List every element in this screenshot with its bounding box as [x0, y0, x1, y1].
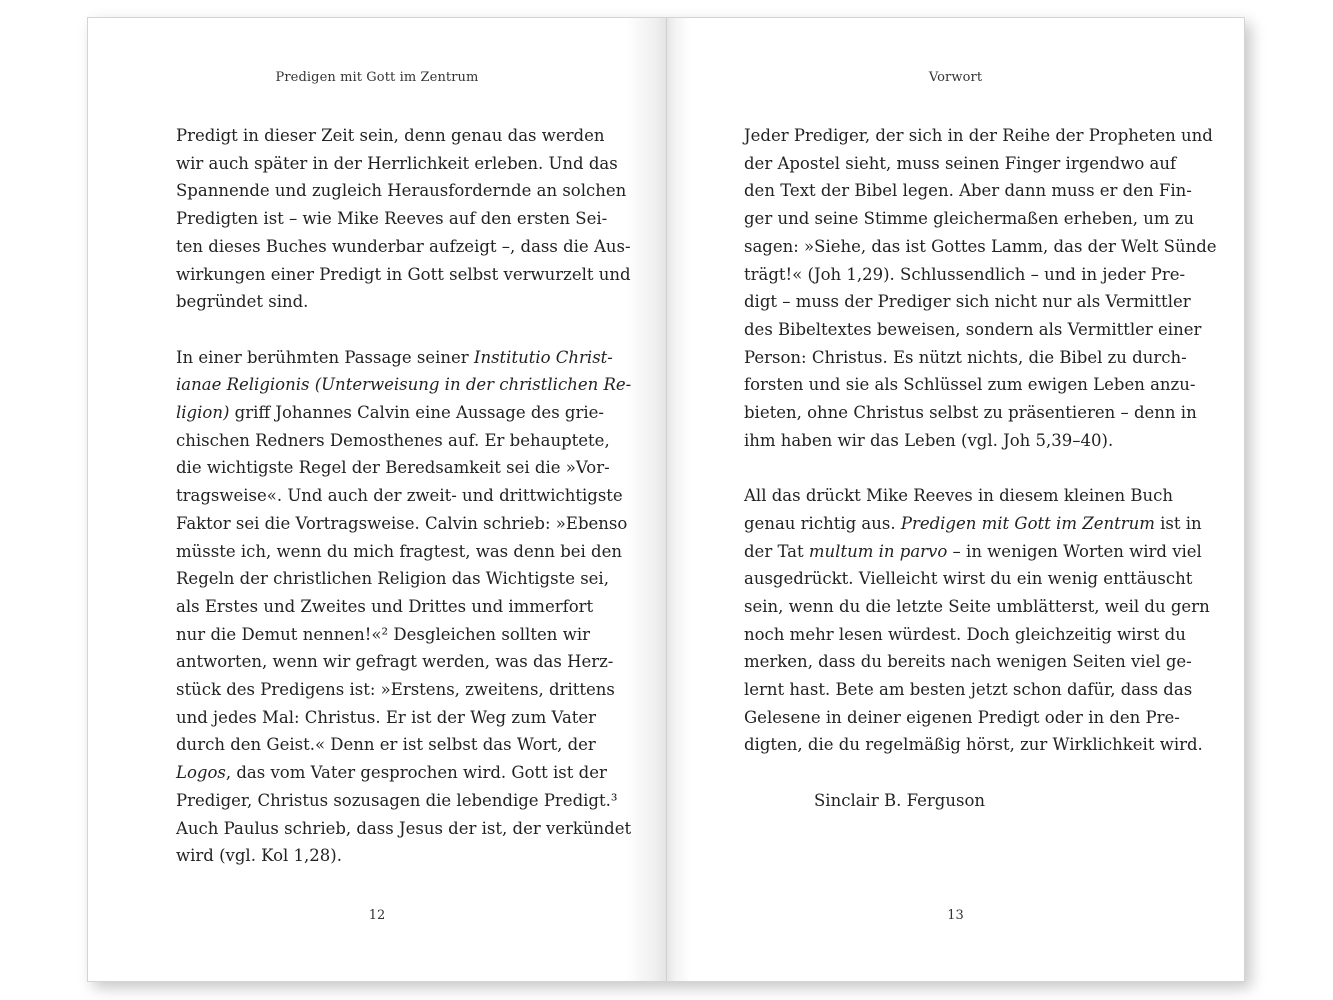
text-line: den Text der Bibel legen. Aber dann muss er den Fin- [744, 181, 1192, 201]
text-line: wird (vgl. Kol 1,28). [176, 846, 342, 866]
text-line: Prediger, Christus sozusagen die lebendige Predigt.³ [176, 790, 618, 810]
page-number-left: 12 [368, 908, 386, 923]
text-line [176, 759, 607, 787]
right-paragraph-1 [744, 122, 1217, 454]
text-line [176, 399, 604, 427]
text-line: Predigten ist – wie Mike Reeves auf den ersten Sei- [176, 209, 608, 229]
page-number-right: 13 [947, 908, 964, 923]
text-run: In einer berühmten Passage seiner [176, 347, 474, 367]
text-run: griff Johannes Calvin eine Aussage des grie- [229, 403, 604, 423]
text-line: ten dieses Buches wunderbar aufzeigt –, dass die Aus- [176, 236, 631, 256]
text-line: wirkungen einer Predigt in Gott selbst verwurzelt und [176, 264, 631, 284]
text-run: ist in [1154, 513, 1202, 533]
text-line: des Bibeltextes beweisen, sondern als Vermittler einer [744, 319, 1202, 339]
text-line: forsten und sie als Schlüssel zum ewigen Leben anzu- [744, 375, 1196, 395]
left-paragraph-2 [176, 344, 632, 870]
book-spread [87, 17, 1245, 982]
text-line [744, 510, 1202, 538]
text-run: genau richtig aus. [744, 513, 901, 533]
text-line: lernt hast. Bete am besten jetzt schon dafür, dass das [744, 680, 1193, 700]
text-line: merken, dass du bereits nach wenigen Seiten viel ge- [744, 652, 1192, 672]
text-line: trägt!« (Joh 1,29). Schlussendlich – und in jeder Pre- [744, 264, 1186, 284]
text-line: Faktor sei die Vortragsweise. Calvin schrieb: »Ebenso [176, 513, 628, 533]
left-body-text [176, 122, 632, 898]
text-line: durch den Geist.« Denn er ist selbst das Wort, der [176, 735, 596, 755]
right-page [667, 18, 1244, 981]
text-line: ihm haben wir das Leben (vgl. Joh 5,39–40). [744, 430, 1114, 450]
text-line: noch mehr lesen würdest. Doch gleichzeitig wirst du [744, 624, 1186, 644]
italic-latin-phrase: multum in parvo [808, 541, 948, 561]
text-line: Regeln der christlichen Religion das Wichtigste sei, [176, 569, 609, 589]
text-line: stück des Predigens ist: »Erstens, zweitens, drittens [176, 680, 615, 700]
text-line [744, 538, 1202, 566]
text-line: ger und seine Stimme gleichermaßen erheben, um zu [744, 209, 1195, 229]
text-run: – in wenigen Worten wird viel [947, 541, 1202, 561]
text-line: Spannende und zugleich Herausfordernde an solchen [176, 181, 627, 201]
text-line: und jedes Mal: Christus. Er ist der Weg zum Vater [176, 707, 597, 727]
right-body-text [744, 122, 1217, 815]
text-line: müsste ich, wenn du mich fragtest, was denn bei den [176, 541, 623, 561]
left-paragraph-1 [176, 122, 631, 316]
text-line: Gelesene in deiner eigenen Predigt oder in den Pre- [744, 707, 1180, 727]
italic-title: Institutio Christ- [473, 347, 613, 367]
text-line: digt – muss der Prediger sich nicht nur als Vermittler [744, 292, 1191, 312]
text-run: , das vom Vater gesprochen wird. Gott ist der [225, 763, 607, 783]
text-line: nur die Demut nennen!«² Desgleichen sollten wir [176, 624, 590, 644]
italic-book-title: Predigen mit Gott im Zentrum [900, 513, 1155, 533]
left-page [88, 18, 667, 981]
text-line: digten, die du regelmäßig hörst, zur Wirklichkeit wird. [744, 735, 1203, 755]
text-line: sein, wenn du die letzte Seite umblätterst, weil du gern [744, 596, 1210, 616]
text-line: Person: Christus. Es nützt nichts, die Bibel zu durch- [744, 347, 1187, 367]
text-line: ausgedrückt. Vielleicht wirst du ein wenig enttäuscht [744, 569, 1193, 589]
text-line: bieten, ohne Christus selbst zu präsentieren – denn in [744, 403, 1197, 423]
text-line [176, 344, 613, 372]
text-line: tragsweise«. Und auch der zweit- und drittwichtigste [176, 486, 623, 506]
italic-term: Logos [176, 763, 226, 783]
text-line: als Erstes und Zweites und Drittes und immerfort [176, 596, 594, 616]
text-line: sagen: »Siehe, das ist Gottes Lamm, das der Welt Sünde [744, 236, 1217, 256]
italic-title: ligion) [176, 403, 230, 423]
text-line: Predigt in dieser Zeit sein, denn genau das werden [176, 126, 605, 145]
text-line: chischen Redners Demosthenes auf. Er behauptete, [176, 430, 610, 450]
text-line: antworten, wenn wir gefragt werden, was das Herz- [176, 652, 614, 672]
text-run: der Tat [744, 541, 809, 561]
text-line: Auch Paulus schrieb, dass Jesus der ist, der verkündet [176, 818, 632, 838]
running-head-right: Vorwort [928, 70, 983, 85]
text-line: begründet sind. [176, 292, 309, 312]
text-line: der Apostel sieht, muss seinen Finger irgendwo auf [744, 153, 1177, 173]
right-paragraph-2 [744, 482, 1210, 759]
text-line [176, 371, 632, 399]
italic-title: ianae Religionis (Unterweisung in der christlichen Re- [176, 375, 632, 395]
text-line: All das drückt Mike Reeves in diesem kleinen Buch [744, 486, 1174, 506]
author-signature: Sinclair B. Ferguson [814, 790, 986, 810]
text-line: die wichtigste Regel der Beredsamkeit sei die »Vor- [176, 458, 610, 478]
text-line: Jeder Prediger, der sich in der Reihe der Propheten und [744, 126, 1213, 145]
running-head-left: Predigen mit Gott im Zentrum [275, 70, 479, 85]
text-line: wir auch später in der Herrlichkeit erleben. Und das [176, 153, 618, 173]
